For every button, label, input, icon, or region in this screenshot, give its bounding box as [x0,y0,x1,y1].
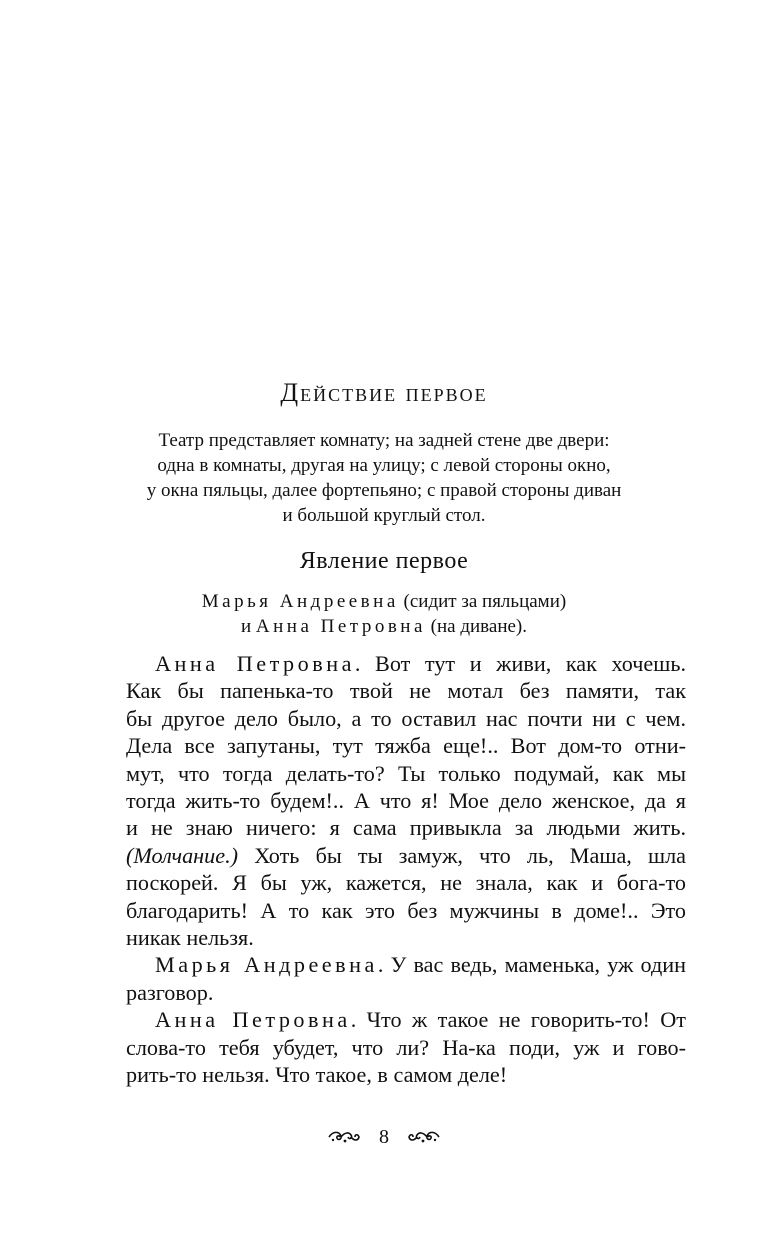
act-title: Действие первое [280,378,488,407]
stage-direction-line: у окна пяльцы, далее фортепьяно; с правой стороны диван [146,480,622,501]
stage-direction-line: Театр представляет комнату; на задней стене две двери: [158,430,610,451]
speaker-name: Анна Петровна [155,1007,351,1033]
left-flourish-icon [327,1129,361,1145]
dialogue-line: Как бы папенька-то твой не мотал без памяти, так [126,678,686,704]
cast-line [84,614,684,639]
dialogue-line: благодарить! А то как это без мужчины в доме!.. Это [126,897,686,923]
dialogue-line: никак нельзя. [126,925,254,951]
dialogue-line [126,951,686,978]
dialogue-line: разговор. [126,979,214,1005]
character-name: Марья Андреевна [201,591,399,612]
dialogue-line: рить-то нельзя. Что такое, в самом деле! [126,1062,508,1088]
dialogue-line [126,842,686,869]
cast-line [84,589,684,614]
page-number: 8 [379,1126,389,1148]
page-footer [0,1122,768,1152]
dialogue-line: поскорей. Я бы уж, кажется, не знала, как и бога-то [126,870,686,896]
dialogue-line: бы другое дело было, а то оставил нас почти ни с чем. [126,705,686,731]
dialogue-line: и не знаю ничего: я сама привыкла за людьми жить. [126,815,686,841]
dialogue-body [126,650,686,1089]
dialogue-line: Дела все запутаны, тут тяжба еще!.. Вот дом-то отни- [126,733,686,759]
stage-direction [84,428,684,528]
dialogue-line: мут, что тогда делать-то? Ты только подумай, как мы [126,760,686,786]
speech-text: . Что ж такое не говорить-то! От [350,1007,686,1033]
dialogue-line: слова-то тебя убудет, что ли? На-ка поди, уж и гово- [126,1034,686,1060]
cast-conjunction: и [240,616,256,637]
stage-remark: (Молчание.) [126,842,239,868]
character-note: (сидит за пяльцами) [398,591,567,612]
character-note: (на диване). [425,616,528,637]
speech-text: Хоть бы ты замуж, что ль, Маша, шла [238,842,686,868]
scene-cast [84,589,684,639]
character-name: Анна Петровна [255,616,426,637]
scene-title: Явление первое [299,548,469,574]
speech-text: . Вот тут и живи, как хочешь. [354,651,686,676]
dialogue-line: тогда жить-то будем!.. А что я! Мое дело женское, да я [126,788,686,814]
stage-direction-line: одна в комнаты, другая на улицу; с левой стороны окно, [157,455,611,476]
speaker-name: Анна Петровна [155,651,355,676]
dialogue-line [126,650,686,677]
right-flourish-icon [407,1129,441,1145]
speaker-name: Марья Андреевна [155,952,378,978]
speech-text: . У вас ведь, маменька, уж один [377,952,686,978]
dialogue-line [126,1006,686,1033]
stage-direction-line: и большой круглый стол. [282,505,486,526]
